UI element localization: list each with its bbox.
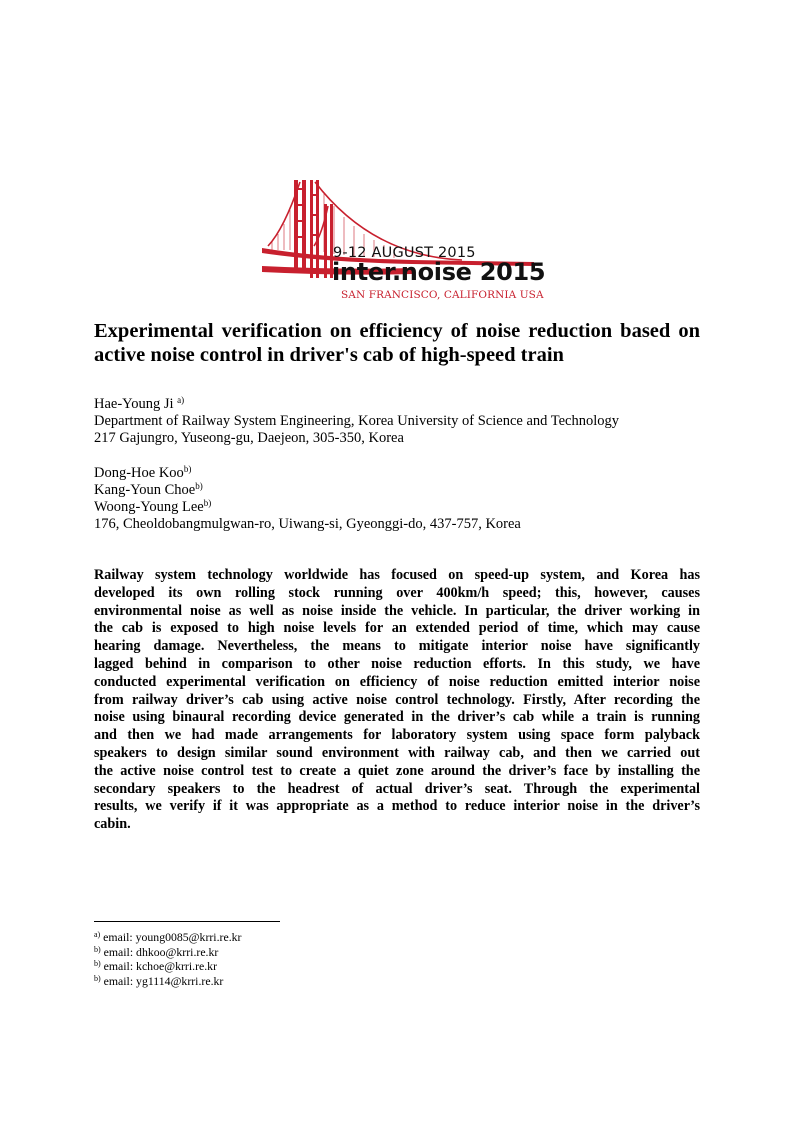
- abstract-line: lagged behind in comparison to other noise reduction efforts. In this study, we have: [94, 655, 700, 672]
- footnote-email: $^{b)}$ email: kchoe@krri.re.kr: [94, 959, 218, 974]
- abstract-line: speakers to design similar sound environment with railway cab, and then we carried out: [94, 744, 700, 761]
- footnote-email: $^{b)}$ email: yg1114@krri.re.kr: [94, 973, 224, 988]
- abstract-line: the cab is exposed to high noise levels for an extended period of time, which may cause: [94, 620, 700, 637]
- title-line-2: active noise control in driver's cab of high-speed train: [94, 344, 564, 366]
- abstract-line: hearing damage. Nevertheless, the means to mitigate interior noise have significantly: [94, 638, 700, 655]
- author-name: Dong-Hoe Koo$^{b)}$: [94, 463, 192, 481]
- footnote-email: $^{b)}$ email: dhkoo@krri.re.kr: [94, 944, 219, 959]
- affiliation-address: 176, Cheoldobangmulgwan-ro, Uiwang-si, Gyeonggi-do, 437-757, Korea: [94, 516, 521, 533]
- affiliation-mark: a): [177, 395, 185, 405]
- affiliation-mark: b): [183, 463, 192, 474]
- abstract-line: noise using binaural recording device generated in the driver’s cab while a train is running: [94, 709, 700, 726]
- abstract: [94, 567, 700, 834]
- golden-gate-bridge-icon: [262, 174, 544, 308]
- paper-title: [94, 319, 700, 367]
- abstract-line: secondary speakers to the headrest of actual driver’s seat. Through the experimental: [94, 780, 700, 797]
- footnote-email: $^{a)}$ email: young0085@krri.re.kr: [94, 930, 242, 944]
- affiliation-mark: b): [203, 498, 212, 509]
- logo-date: 9-12 AUGUST 2015: [333, 245, 476, 261]
- footnote-divider: [94, 921, 280, 922]
- author-name: Hae-Young Ji $^{a)}$: [94, 395, 185, 412]
- abstract-line: the active noise control test to create a quiet zone around the driver’s face by installing the: [94, 762, 700, 779]
- abstract-line: environmental noise as well as noise inside the vehicle. In particular, the driver working in: [94, 602, 700, 619]
- abstract-line: Railway system technology worldwide has focused on speed-up system, and Korea has: [94, 567, 700, 583]
- logo-brand: inter.noise 2015: [332, 258, 546, 286]
- conference-logo: [262, 174, 546, 308]
- abstract-line: from railway driver’s cab using active noise control technology. Firstly, After recording the: [94, 691, 700, 708]
- footnotes: [94, 930, 494, 988]
- affiliation-address: 217 Gajungro, Yuseong-gu, Daejeon, 305-350, Korea: [94, 430, 404, 447]
- author-name: Woong-Young Lee$^{b)}$: [94, 498, 212, 516]
- abstract-line: results, we verify if it was appropriate as a method to reduce interior noise in the driver’s: [94, 798, 700, 815]
- abstract-line: and then we had made arrangements for laboratory system using space form palyback: [94, 727, 700, 744]
- title-line-1: Experimental verification on efficiency of noise reduction based on: [94, 320, 700, 342]
- abstract-line: cabin.: [94, 816, 131, 833]
- logo-location: SAN FRANCISCO, CALIFORNIA USA: [341, 289, 544, 301]
- author-block: [94, 396, 714, 533]
- abstract-line: conducted experimental verification on efficiency of noise reduction emitted interior noise: [94, 673, 700, 690]
- abstract-line: developed its own rolling stock running over 400km/h speed; this, however, causes: [94, 584, 700, 601]
- affiliation-line: Department of Railway System Engineering, Korea University of Science and Technology: [94, 413, 620, 430]
- author-name: Kang-Youn Choe$^{b)}$: [94, 480, 203, 498]
- affiliation-mark: b): [195, 480, 203, 491]
